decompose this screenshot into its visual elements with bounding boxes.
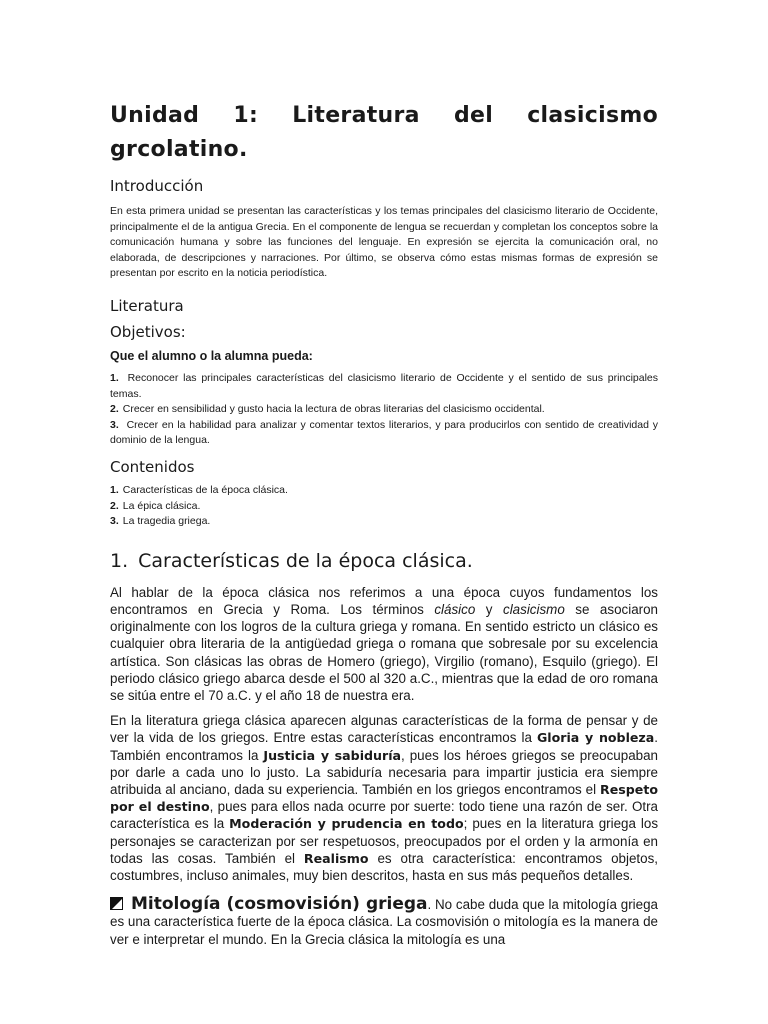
mythology-heading: Mitología (cosmovisión) griega — [131, 894, 428, 915]
body-paragraph-1 — [110, 584, 658, 704]
list-item — [110, 418, 658, 449]
section-number: 1. — [110, 549, 129, 572]
text-run: y — [475, 601, 504, 617]
bold-term: Justicia y sabiduría — [263, 747, 402, 763]
document-content — [110, 98, 658, 948]
title-word: Unidad — [110, 103, 200, 128]
literatura-heading: Literatura — [110, 296, 184, 315]
list-item — [110, 483, 658, 499]
text-run: Al hablar de la época clásica nos referimos a una época cuyos fundamentos los encontramos en Grecia y Roma. Los términos — [110, 584, 658, 617]
square-bullet-icon — [110, 897, 123, 910]
title-word: del — [453, 103, 494, 128]
document-title-line2: grcolatino. — [110, 137, 248, 162]
objetivos-subheading: Que el alumno o la alumna pueda: — [110, 348, 313, 363]
objetivos-list — [110, 371, 658, 449]
bold-term: Respeto por el destino — [110, 781, 658, 815]
italic-term: clasicismo — [503, 601, 565, 617]
list-number: 2. — [110, 403, 119, 416]
intro-paragraph: En esta primera unidad se presentan las características y los temas principales del clasicismo literario de Occidente, principalmente el de la antigua Grecia. En el componente de lengua se recuerdan y completan los conceptos sobre la comunicación humana y sobre las funciones del lenguaje. En expresión se ejercita la comunicación oral, no elaborada, de descripciones y narraciones. Por último, se observa cómo estas mismas formas de expresión se presentan por escrito en la noticia periodística. — [110, 205, 658, 280]
list-number: 2. — [110, 499, 119, 512]
text-run: . También encontramos la — [110, 730, 658, 763]
title-word: 1: — [233, 103, 259, 128]
text-run: . No cabe duda que la mitología griega es una característica fuerte de la época clásica. La cosmovisión o mitología es la manera de ver e interpretar el mundo. En la Grecia clásica la mitología es una — [110, 897, 659, 947]
intro-heading: Introducción — [110, 177, 204, 195]
title-word: clasicismo — [527, 103, 658, 128]
text-run: es otra característica: encontramos objetos, costumbres, incluso animales, muy bien descritos, hasta en sus más pequeños detalles. — [110, 850, 658, 883]
body-paragraph-2 — [110, 712, 658, 884]
text-run: , pues para ellos nada ocurre por suerte: todo tiene una razón de ser. Otra característica es la — [110, 799, 658, 832]
list-item — [110, 514, 658, 530]
document-title — [110, 98, 658, 134]
text-run: ; pues en la literatura griega los personajes se caracterizan por ser respetuosos, preocupados por el orden y la armonía en todas las cosas. También el — [110, 816, 659, 866]
contenidos-heading: Contenidos — [110, 457, 195, 476]
text-run: , pues los héroes griegos se preocupaban por darle a cada uno lo justo. La sabiduría necesaria para impartir justicia era siempre atribuida al anciano, dada su experiencia. También en los griegos encontramos el — [110, 747, 658, 797]
list-text: Crecer en la habilidad para analizar y comentar textos literarios, y para producirlos con sentido de creatividad y dominio de la lengua. — [110, 418, 658, 447]
list-text: Características de la época clásica. — [122, 483, 288, 496]
list-item — [110, 402, 658, 418]
bold-term: Realismo — [303, 850, 369, 866]
text-run: se asociaron originalmente con los logros de la cultura griega y romana. En sentido estricto un clásico es cualquier obra literaria de la antigüedad griega o romana que sobresale por su excelencia artística. Son clásicas las obras de Homero (griego), Virgilio (romano), Esquilo (griego). El periodo clásico griego abarca desde el 500 al 320 a.C., mientras que la edad de oro romana se sitúa entre el 70 a.C. y el año 18 de nuestra era. — [110, 601, 658, 703]
list-item — [110, 499, 658, 515]
bold-term: Moderación y prudencia en todo — [229, 816, 464, 832]
section-title: Características de la época clásica. — [138, 549, 473, 572]
list-number: 1. — [110, 371, 119, 384]
objetivos-heading: Objetivos: — [110, 322, 186, 341]
list-text: La tragedia griega. — [122, 515, 211, 528]
body-paragraph-3 — [110, 896, 658, 948]
list-number: 3. — [110, 418, 119, 431]
text-run: En la literatura griega clásica aparecen algunas características de la forma de pensar y de ver la vida de los griegos. Entre estas características encontramos la — [110, 713, 658, 746]
contenidos-list — [110, 483, 658, 530]
title-word: Literatura — [292, 103, 420, 128]
bold-term: Gloria y nobleza — [536, 730, 655, 746]
list-text: La épica clásica. — [122, 499, 201, 512]
italic-term: clásico — [434, 601, 476, 617]
list-item — [110, 371, 658, 402]
list-text: Reconocer las principales características del clasicismo literario de Occidente y el sentido de sus principales temas. — [110, 371, 658, 400]
list-number: 1. — [110, 483, 119, 496]
list-number: 3. — [110, 515, 119, 528]
section-heading — [110, 548, 658, 574]
list-text: Crecer en sensibilidad y gusto hacia la lectura de obras literarias del clasicismo occidental. — [122, 403, 545, 416]
